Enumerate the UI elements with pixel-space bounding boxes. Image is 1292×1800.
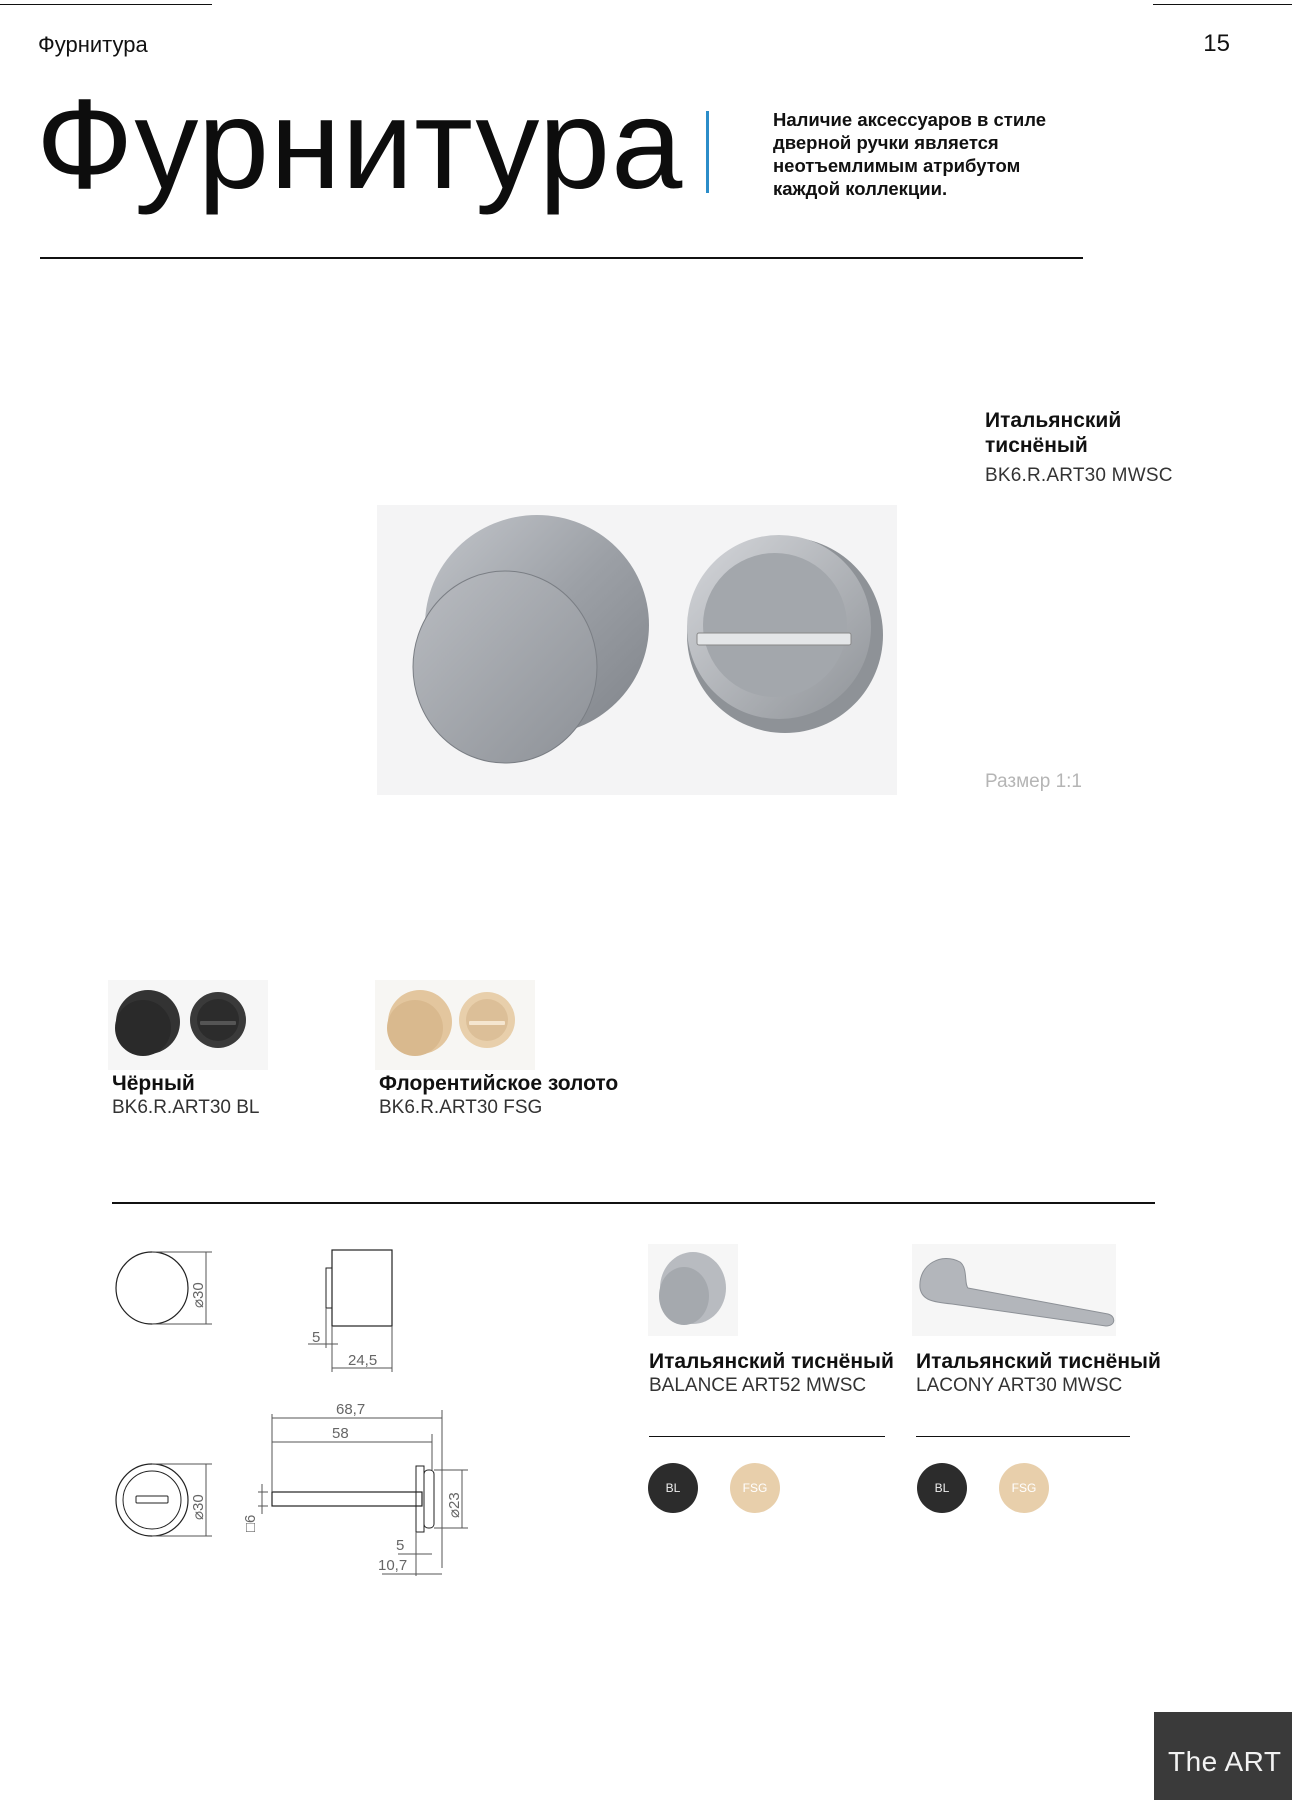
variant-code-balance: BALANCE ART52 MWSC bbox=[649, 1375, 867, 1396]
dim-diameter-front: ⌀30 bbox=[190, 1282, 207, 1308]
finish-fsg-lacony[interactable]: FSG bbox=[999, 1463, 1049, 1513]
page-number: 15 bbox=[1203, 30, 1230, 57]
title-underline bbox=[40, 257, 1083, 259]
variant-lacony-image bbox=[912, 1244, 1116, 1336]
dim-spindle-square: □6 bbox=[242, 1514, 259, 1532]
main-product-image bbox=[377, 505, 897, 795]
variant-name-balance: Итальянский тиснёный bbox=[649, 1350, 894, 1373]
spindle-outline bbox=[272, 1492, 422, 1506]
dim-overall-length: 68,7 bbox=[336, 1401, 366, 1418]
intro-text: Наличие аксессуаров в стиле дверной ручки является неотъемлимым атрибутом каждой коллекции. bbox=[773, 109, 1047, 199]
finish-bl-lacony[interactable]: BL bbox=[917, 1463, 967, 1513]
finish-bl-balance[interactable]: BL bbox=[648, 1463, 698, 1513]
scale-note: Размер 1:1 bbox=[985, 771, 1082, 792]
dim-rose-depth: 10,7 bbox=[378, 1557, 408, 1574]
swatch-code-black: BK6.R.ART30 BL bbox=[112, 1097, 260, 1118]
brand-logo-text: The ART bbox=[1168, 1746, 1282, 1777]
dim-side-depth: 24,5 bbox=[348, 1352, 378, 1369]
gold-swatch-image bbox=[375, 980, 535, 1070]
dim-side-offset: 5 bbox=[312, 1329, 321, 1346]
dim-diameter-back: ⌀30 bbox=[190, 1494, 207, 1520]
thumbturn-front-outline bbox=[116, 1464, 188, 1536]
swatch-name-black: Чёрный bbox=[112, 1072, 195, 1095]
swatch-code-gold: BK6.R.ART30 FSG bbox=[379, 1097, 543, 1118]
technical-drawing bbox=[108, 1238, 488, 1588]
variant-name-lacony: Итальянский тиснёный bbox=[916, 1350, 1161, 1373]
main-finish-name: Итальянский тиснёный bbox=[985, 409, 1122, 457]
page-title: Фурнитура bbox=[36, 73, 684, 216]
main-product-code: BK6.R.ART30 MWSC bbox=[985, 465, 1173, 486]
brand-logo bbox=[1154, 1712, 1292, 1800]
black-swatch-image bbox=[108, 980, 268, 1070]
accent-divider bbox=[706, 111, 709, 193]
knob-front-outline bbox=[116, 1252, 188, 1324]
variant-lacony-rule bbox=[916, 1436, 1130, 1437]
section-divider bbox=[112, 1202, 1155, 1204]
finish-fsg-balance[interactable]: FSG bbox=[730, 1463, 780, 1513]
dim-rose-offset: 5 bbox=[396, 1537, 405, 1554]
top-rule-left bbox=[0, 4, 212, 5]
dim-spindle-length: 58 bbox=[332, 1425, 349, 1442]
dim-rose-diameter: ⌀23 bbox=[446, 1492, 463, 1518]
variant-balance-image bbox=[648, 1244, 738, 1336]
top-rule-right bbox=[1153, 4, 1292, 5]
section-label: Фурнитура bbox=[38, 32, 148, 57]
swatch-name-gold: Флорентийское золото bbox=[379, 1072, 619, 1095]
knob-side-outline bbox=[332, 1250, 392, 1326]
variant-code-lacony: LACONY ART30 MWSC bbox=[916, 1375, 1123, 1396]
variant-balance-rule bbox=[649, 1436, 885, 1437]
